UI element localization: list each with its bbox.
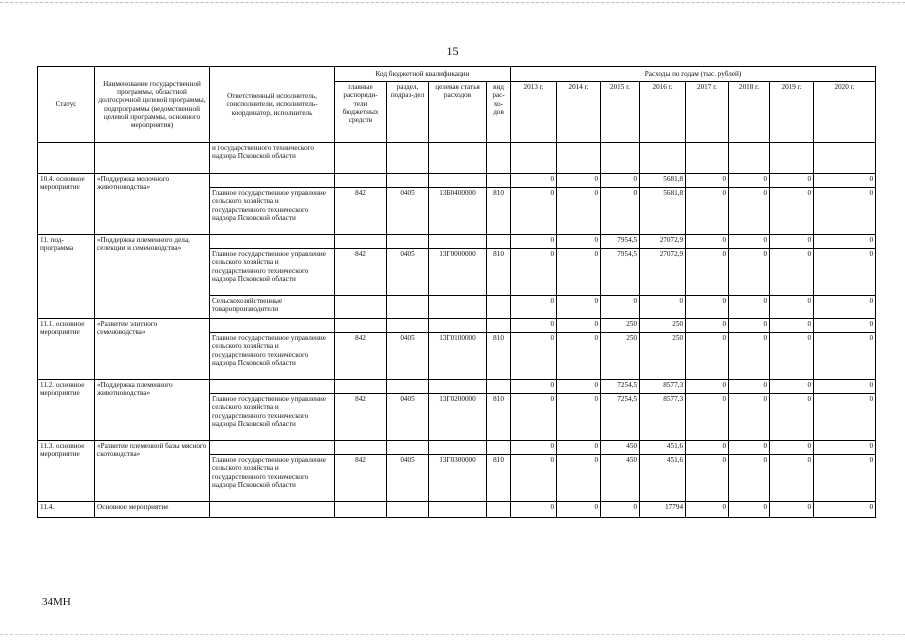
- rz-cell: [387, 296, 429, 319]
- header-year: 2020 г.: [814, 82, 876, 143]
- value-cell: 0: [814, 394, 876, 441]
- value-cell: 250: [640, 333, 686, 380]
- value-cell: 0: [770, 319, 814, 333]
- value-cell: 0: [557, 333, 601, 380]
- value-cell: 0: [686, 249, 729, 296]
- status-cell: 11.4.: [38, 502, 95, 518]
- header-year: 2017 г.: [686, 82, 729, 143]
- grbs-cell: 842: [335, 188, 387, 235]
- name-cell: «Поддержка племенного животноводства»: [95, 380, 210, 441]
- value-cell: 0: [729, 319, 770, 333]
- value-cell: 0: [729, 188, 770, 235]
- header-year: 2016 г.: [640, 82, 686, 143]
- value-cell: 0: [729, 394, 770, 441]
- responsible-cell: Главное государственное управление сельского хозяйства и государственного технического надзора Псковской области: [210, 188, 335, 235]
- header-year: 2019 г.: [770, 82, 814, 143]
- table-row: [38, 174, 876, 188]
- value-cell: 0: [814, 441, 876, 455]
- value-cell: 0: [557, 174, 601, 188]
- value-cell: 0: [729, 249, 770, 296]
- value-cell: 7954,5: [601, 235, 640, 249]
- value-cell: 0: [814, 249, 876, 296]
- value-cell: 0: [686, 441, 729, 455]
- status-cell: 11.1. основное мероприятие: [38, 319, 95, 380]
- value-cell: 0: [814, 455, 876, 502]
- header-vr: вид рас-хо-дов: [487, 82, 511, 143]
- csr-cell: [429, 296, 487, 319]
- value-cell: 0: [557, 296, 601, 319]
- table-row: [38, 441, 876, 455]
- value-cell: 0: [729, 380, 770, 394]
- value-cell: 0: [686, 455, 729, 502]
- csr-cell: 13Г0000000: [429, 249, 487, 296]
- value-cell: 0: [511, 502, 557, 518]
- table-row: [38, 235, 876, 249]
- value-cell: 0: [557, 235, 601, 249]
- value-cell: 0: [686, 333, 729, 380]
- value-cell: 0: [686, 502, 729, 518]
- value-cell: 0: [770, 333, 814, 380]
- table-row: [38, 502, 876, 518]
- name-cell: Основное мероприятие: [95, 502, 210, 518]
- value-cell: 5681,8: [640, 188, 686, 235]
- value-cell: 0: [729, 455, 770, 502]
- status-cell: 11.2. основное мероприятие: [38, 380, 95, 441]
- grbs-cell: 842: [335, 455, 387, 502]
- value-cell: 8577,3: [640, 380, 686, 394]
- value-cell: 0: [770, 502, 814, 518]
- value-cell: 0: [770, 394, 814, 441]
- grbs-cell: 842: [335, 394, 387, 441]
- table-body: [38, 143, 876, 518]
- value-cell: 0: [686, 235, 729, 249]
- value-cell: 0: [640, 296, 686, 319]
- value-cell: 450: [601, 441, 640, 455]
- rz-cell: 0405: [387, 188, 429, 235]
- status-cell: 11.3. основное мероприятие: [38, 441, 95, 502]
- value-cell: 0: [511, 441, 557, 455]
- value-cell: 0: [511, 174, 557, 188]
- value-cell: 0: [770, 296, 814, 319]
- csr-cell: 13Г0300000: [429, 455, 487, 502]
- value-cell: 0: [511, 394, 557, 441]
- value-cell: 0: [557, 319, 601, 333]
- table-row: [38, 380, 876, 394]
- value-cell: 0: [511, 333, 557, 380]
- value-cell: 0: [511, 249, 557, 296]
- header-budget-code: Код бюджетной квалификации: [335, 67, 511, 82]
- value-cell: 8577,3: [640, 394, 686, 441]
- value-cell: 17794: [640, 502, 686, 518]
- vr-cell: 810: [487, 249, 511, 296]
- budget-table: [37, 66, 876, 518]
- header-year: 2013 г.: [511, 82, 557, 143]
- value-cell: 0: [729, 174, 770, 188]
- value-cell: 0: [686, 296, 729, 319]
- value-cell: 0: [511, 319, 557, 333]
- csr-cell: 13Б0400000: [429, 188, 487, 235]
- value-cell: 0: [729, 441, 770, 455]
- value-cell: 0: [557, 188, 601, 235]
- header-year: 2018 г.: [729, 82, 770, 143]
- csr-cell: 13Г0100000: [429, 333, 487, 380]
- grbs-cell: 842: [335, 249, 387, 296]
- responsible-cell: Главное государственное управление сельского хозяйства и государственного технического надзора Псковской области: [210, 394, 335, 441]
- responsible-cell: и государственного технического надзора Псковской области: [210, 143, 335, 174]
- header-responsible: Ответственный исполнитель, соисполнители, исполнитель-координатор, исполнитель: [210, 67, 335, 143]
- value-cell: 0: [770, 235, 814, 249]
- status-cell: 10.4. основное мероприятие: [38, 174, 95, 235]
- value-cell: 0: [511, 455, 557, 502]
- rz-cell: 0405: [387, 455, 429, 502]
- value-cell: 0: [557, 441, 601, 455]
- value-cell: 0: [601, 174, 640, 188]
- value-cell: 0: [770, 380, 814, 394]
- table-row: [38, 319, 876, 333]
- bottom-scan-border: [0, 634, 905, 635]
- responsible-cell: Главное государственное управление сельского хозяйства и государственного технического надзора Псковской области: [210, 455, 335, 502]
- value-cell: 0: [770, 188, 814, 235]
- value-cell: 0: [814, 333, 876, 380]
- value-cell: 7254,5: [601, 394, 640, 441]
- rz-cell: 0405: [387, 333, 429, 380]
- header-status: Статус: [38, 67, 95, 143]
- header-grbs: главные распоряди-тели бюджетных средств: [335, 82, 387, 143]
- value-cell: 0: [511, 188, 557, 235]
- value-cell: 0: [601, 502, 640, 518]
- name-cell: «Развитие элитного семеноводства»: [95, 319, 210, 380]
- value-cell: 0: [511, 296, 557, 319]
- value-cell: 0: [686, 174, 729, 188]
- value-cell: 7954,5: [601, 249, 640, 296]
- value-cell: 27072,9: [640, 235, 686, 249]
- value-cell: 5681,8: [640, 174, 686, 188]
- value-cell: 0: [814, 235, 876, 249]
- value-cell: 0: [814, 319, 876, 333]
- vr-cell: [487, 296, 511, 319]
- name-cell: «Развитие племенной базы мясного скотоводства»: [95, 441, 210, 502]
- vr-cell: 810: [487, 394, 511, 441]
- value-cell: 0: [686, 319, 729, 333]
- value-cell: 0: [686, 380, 729, 394]
- value-cell: 0: [770, 441, 814, 455]
- grbs-cell: 842: [335, 333, 387, 380]
- value-cell: 7254,5: [601, 380, 640, 394]
- value-cell: 27072,9: [640, 249, 686, 296]
- header-csr: целевая статья расходов: [429, 82, 487, 143]
- value-cell: 0: [814, 188, 876, 235]
- value-cell: 250: [640, 319, 686, 333]
- value-cell: 0: [686, 394, 729, 441]
- value-cell: 0: [686, 188, 729, 235]
- responsible-cell: Сельскохозяйственные товаропроизводители: [210, 296, 335, 319]
- page-number: 15: [446, 44, 459, 58]
- value-cell: 0: [511, 235, 557, 249]
- value-cell: 0: [601, 188, 640, 235]
- rz-cell: 0405: [387, 394, 429, 441]
- value-cell: 0: [770, 455, 814, 502]
- header-year: 2015 г.: [601, 82, 640, 143]
- value-cell: 250: [601, 333, 640, 380]
- name-cell: «Поддержка племенного дела, селекции и семеноводства»: [95, 235, 210, 319]
- value-cell: 0: [729, 296, 770, 319]
- vr-cell: 810: [487, 188, 511, 235]
- header-expenses: Расходы по годам (тыс. рублей): [511, 67, 876, 82]
- vr-cell: 810: [487, 455, 511, 502]
- responsible-cell: Главное государственное управление сельского хозяйства и государственного технического надзора Псковской области: [210, 333, 335, 380]
- value-cell: 0: [557, 502, 601, 518]
- rz-cell: 0405: [387, 249, 429, 296]
- value-cell: 0: [557, 455, 601, 502]
- name-cell: «Поддержка молочного животноводства»: [95, 174, 210, 235]
- value-cell: 451,6: [640, 455, 686, 502]
- header-rz: раздел, подраз-дел: [387, 82, 429, 143]
- value-cell: 0: [814, 296, 876, 319]
- footer-code: 34МН: [42, 596, 71, 608]
- value-cell: 0: [729, 333, 770, 380]
- value-cell: 0: [814, 380, 876, 394]
- value-cell: 0: [729, 235, 770, 249]
- grbs-cell: [335, 296, 387, 319]
- value-cell: 450: [601, 455, 640, 502]
- value-cell: 0: [770, 174, 814, 188]
- header-year: 2014 г.: [557, 82, 601, 143]
- value-cell: 451,6: [640, 441, 686, 455]
- responsible-cell: Главное государственное управление сельского хозяйства и государственного технического надзора Псковской области: [210, 249, 335, 296]
- value-cell: 0: [557, 380, 601, 394]
- header-name: Наименование государственной программы, областной долгосрочной целевой программы, подпрограммы (ведомственной целевой программы, основного мероприятия): [95, 67, 210, 143]
- status-cell: 11. под-программа: [38, 235, 95, 319]
- value-cell: 0: [770, 249, 814, 296]
- value-cell: 0: [814, 174, 876, 188]
- top-scan-border: [0, 2, 905, 3]
- csr-cell: 13Г0200000: [429, 394, 487, 441]
- value-cell: 0: [814, 502, 876, 518]
- value-cell: 250: [601, 319, 640, 333]
- value-cell: 0: [557, 249, 601, 296]
- vr-cell: 810: [487, 333, 511, 380]
- value-cell: 0: [557, 394, 601, 441]
- value-cell: 0: [601, 296, 640, 319]
- value-cell: 0: [729, 502, 770, 518]
- table-row: [38, 143, 876, 174]
- value-cell: 0: [511, 380, 557, 394]
